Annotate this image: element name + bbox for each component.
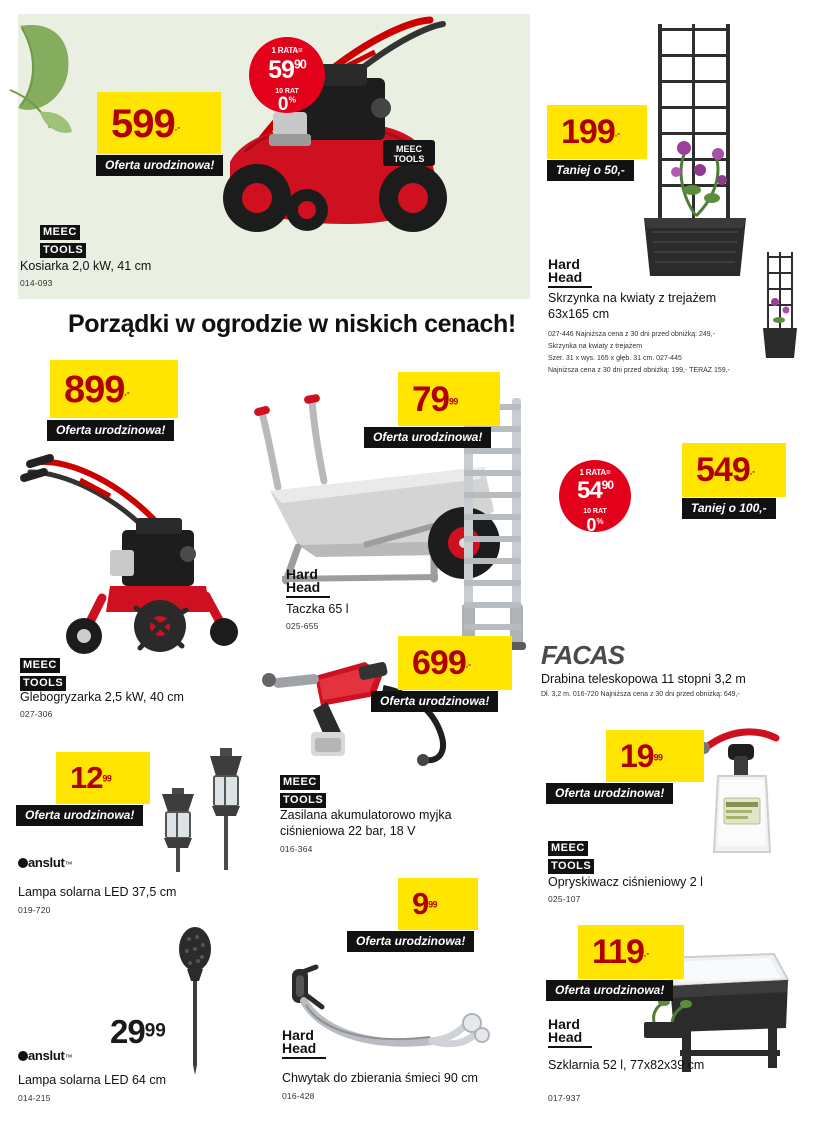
brand-line-2: Head [548,1029,583,1045]
brand-meec-tiller [20,655,66,691]
installment-count: 10 RAT [583,508,607,515]
price-tag-sprayer [606,730,704,782]
brand-label: anslut [28,1048,65,1063]
svg-text:MEEC: MEEC [395,144,423,154]
brand-hardhead-greenhouse [548,1018,592,1048]
product-image-flowerbox [630,20,770,310]
price-value: 119 [592,933,644,971]
installment-count: 10 RAT [275,88,299,95]
price-tag-ladder [682,443,786,497]
anslut-dot-icon [18,858,28,868]
installment-prefix: 1 RATA= [579,468,611,477]
price-value: 899 [64,369,125,411]
ribbon-ladder: Taniej o 100,- [682,498,776,519]
product-image-solar-lamp-37 [148,742,258,872]
installment-value: 54 [576,477,602,504]
product-fine-flowerbox-3: Szer. 31 x wys. 165 x głęb. 31 cm. 027-445 [548,355,682,362]
brand-hardhead-wheelbarrow [286,568,330,598]
price-cents: 99 [653,752,663,763]
price-tag-flowerbox [547,105,647,159]
product-image-mower [185,12,515,252]
price-cents: 99 [144,1020,166,1042]
brand-anslut-37: anslut™ [18,854,72,872]
brand-hardhead-grabber [282,1029,326,1059]
brand-underline [548,1046,592,1048]
product-image-flowerbox-small [757,250,803,370]
price-tag-tiller [50,360,178,418]
brand-line-2: Head [286,579,321,595]
price-tag-wheelbarrow [398,372,500,426]
price-value: 29 [110,1013,145,1050]
price-suffix: .- [749,466,756,477]
rrso-value: 0 [277,94,289,115]
brand-underline [286,596,330,598]
brand-label: anslut [28,855,65,870]
brand-line-1: MEEC [548,841,588,856]
ribbon-tiller: Oferta urodzinowa! [47,420,174,441]
price-suffix: .- [643,948,650,959]
ribbon-greenhouse: Oferta urodzinowa! [546,980,673,1001]
svg-text:TOOLS: TOOLS [393,154,425,164]
product-fine-ladder: Dł. 3,2 m. 016-720 Najniższa cena z 30 dni przed obniżką: 649,- [541,691,740,698]
price-suffix: .- [465,659,472,670]
price-value: 79 [412,380,449,419]
product-name-wheelbarrow: Taczka 65 l [286,602,349,616]
product-code-sprayer: 025-107 [548,894,581,904]
brand-line-1: Hard [282,1027,314,1043]
price-value: 19 [620,738,654,774]
rrso-percent: % [288,94,297,105]
brand-line-1: Hard [286,566,318,582]
page-title: Porządki w ogrodzie w niskich cenach! [68,310,516,338]
brand-line-1: Hard [548,1016,580,1032]
ribbon-flowerbox: Taniej o 50,- [547,160,634,181]
price-tag-washer [398,636,512,690]
price-tag-mower [97,92,221,154]
price-tag-solar-lamp-37 [56,752,150,804]
product-fine-flowerbox-4: Najniższa cena z 30 dni przed obniżką: 199,- TERAZ 159,- [548,367,730,374]
product-name-greenhouse: Szklarnia 52 l, 77x82x39 cm [548,1058,705,1072]
price-value: 9 [412,886,429,921]
rrso-value: 0 [586,515,597,535]
brand-meec-washer [280,772,326,808]
brand-line-2: TOOLS [548,859,594,874]
price-solar-lamp-64 [110,1013,166,1051]
brand-line-1: MEEC [280,775,320,790]
product-code-washer: 016-364 [280,844,313,854]
price-suffix: .- [174,122,181,133]
anslut-dot-icon [18,1051,28,1061]
price-value: 599 [111,102,175,146]
price-value: 12 [70,760,103,795]
leaf-decoration-icon [10,20,80,130]
product-name-ladder: Drabina teleskopowa 11 stopni 3,2 m [541,672,746,686]
product-code-greenhouse: 017-937 [548,1093,581,1103]
brand-line-1: MEEC [40,225,80,240]
price-value: 699 [412,644,466,682]
ribbon-wheelbarrow: Oferta urodzinowa! [364,427,491,448]
price-tag-grabber [398,878,478,930]
brand-meec-sprayer [548,838,594,874]
product-image-tiller [10,430,260,680]
price-cents: 99 [102,773,112,784]
product-name-flowerbox: Skrzynka na kwiaty z trejażem 63x165 cm [548,291,717,321]
product-name-solar-lamp-37: Lampa solarna LED 37,5 cm [18,885,177,899]
product-image-sprayer [690,720,800,870]
brand-meec-mower [40,222,86,258]
brand-facas: FACAS [541,640,625,670]
price-suffix: .- [614,128,621,139]
product-code-mower: 014-093 [20,278,53,288]
product-name-solar-lamp-64: Lampa solarna LED 64 cm [18,1073,166,1087]
ribbon-washer: Oferta urodzinowa! [371,691,498,712]
price-suffix: .- [124,387,130,398]
brand-line-2: TOOLS [40,243,86,258]
brand-anslut-64: anslut™ [18,1047,72,1065]
product-code-solar-lamp-37: 019-720 [18,905,51,915]
product-code-tiller: 027-306 [20,709,53,719]
brand-line-1: MEEC [20,658,60,673]
ribbon-mower: Oferta urodzinowa! [96,155,223,176]
price-value: 199 [561,113,615,151]
installment-badge-ladder [559,460,631,535]
price-cents: 99 [428,899,438,910]
brand-line-1: Hard [548,256,580,272]
rrso-percent: % [596,517,604,526]
installment-value: 59 [268,56,294,84]
brand-hardhead-flowerbox [548,258,592,288]
product-code-grabber: 016-428 [282,1091,315,1101]
brand-line-2: TOOLS [20,676,66,691]
installment-badge-mower [249,37,325,113]
product-name-mower: Kosiarka 2,0 kW, 41 cm [20,259,152,273]
product-image-solar-lamp-64 [165,925,225,1075]
ribbon-grabber: Oferta urodzinowa! [347,931,474,952]
installment-cents: 90 [601,478,614,492]
brand-line-2: Head [282,1040,317,1056]
product-fine-flowerbox-2: Skrzynka na kwiaty z trejażem [548,343,643,350]
product-code-wheelbarrow: 025-655 [286,621,319,631]
price-cents: 99 [448,396,458,407]
brand-line-2: Head [548,269,583,285]
installment-prefix: 1 RATA= [271,46,303,55]
product-name-grabber: Chwytak do zbierania śmieci 90 cm [282,1071,478,1085]
product-name-sprayer: Opryskiwacz ciśnieniowy 2 l [548,875,703,889]
product-name-washer: Zasilana akumulatorowo myjka ciśnieniowa 22 bar, 18 V [280,808,452,838]
product-code-solar-lamp-64: 014-215 [18,1093,51,1103]
ribbon-sprayer: Oferta urodzinowa! [546,783,673,804]
product-name-tiller: Glebogryzarka 2,5 kW, 40 cm [20,690,184,704]
brand-underline [548,286,592,288]
price-tag-greenhouse [578,925,684,979]
price-value: 549 [696,451,750,489]
product-fine-flowerbox-1: 027-446 Najniższa cena z 30 dni przed obniżką: 249,- [548,331,715,338]
brand-underline [282,1057,326,1059]
brand-line-2: TOOLS [280,793,326,808]
ribbon-solar-lamp-37: Oferta urodzinowa! [16,805,143,826]
installment-cents: 90 [293,57,306,72]
